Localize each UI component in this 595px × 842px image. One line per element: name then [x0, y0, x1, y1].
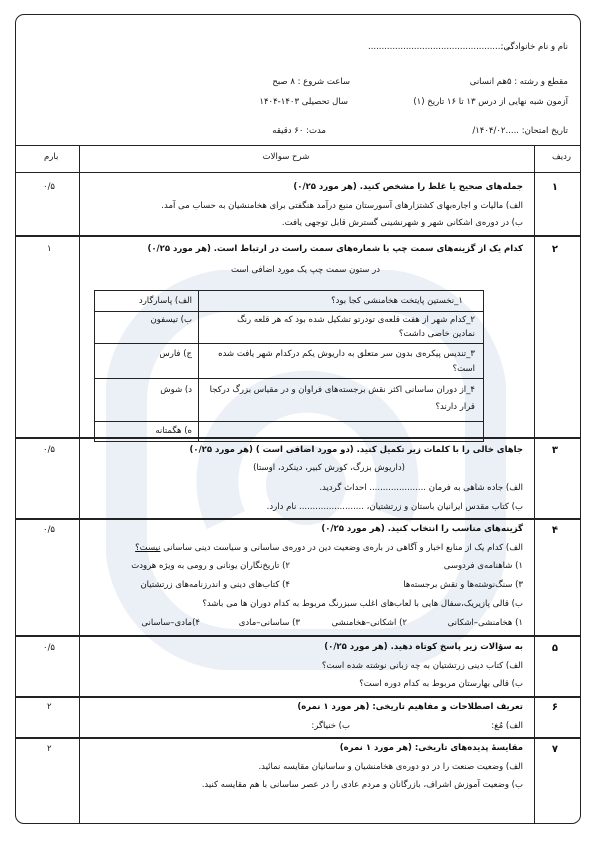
exam-date: تاریخ امتحان: .....۱۴۰۴/۰۲/	[472, 126, 568, 136]
q2-item-4-cont: قرار دارند؟	[435, 402, 475, 412]
q7-title: مقایسۀ پدیده‌های تاریخی: (هر مورد ۱ نمره)	[339, 743, 523, 753]
q1-score: ۰/۵	[43, 182, 55, 192]
q4-a-option-1[interactable]: ۱) شاهنامه‌ی فردوسی	[443, 561, 523, 571]
q7-line-b: ب) وضعیت آموزش اشراف، بازرگانان و مردم عادی را در عصر ساسانی با هم مقایسه کنید.	[201, 780, 523, 790]
q2-item-3: ۳_تندیس پیکره‌ی بدون سر متعلق به داریوش یکم درکدام شهر یافت شده	[218, 349, 475, 359]
grade-label: مقطع و رشته : ۵هم انسانی	[469, 77, 568, 87]
exam-sheet	[15, 14, 581, 824]
q1-number: ۱	[551, 182, 558, 193]
q2-number: ۲	[551, 244, 558, 255]
q2-subtitle: در ستون سمت چپ یک مورد اضافی است	[230, 265, 380, 275]
q5-line-a: الف) کتاب دینی زرتشتیان به چه زبانی نوشته شده است؟	[321, 661, 523, 671]
q6-term-b: ب) خنیاگر:	[311, 721, 350, 731]
q3-line-b: ب) کتاب مقدس ایرانیان باستان و زرتشتیان، ........................ نام دارد.	[266, 502, 523, 512]
q7-line-a: الف) وضعیت صنعت را در دو دوره‌ی هخامنشیان و ساسانیان مقایسه نمائید.	[258, 762, 523, 772]
q2-option-e: ه) هگمتانه	[155, 426, 192, 436]
q4-question-a-text: الف) کدام یک از منابع اخبار و آگاهی در باره‌ی وضعیت دین در دوره‌ی ساسانی و سیاست دینی ساسانی	[163, 543, 523, 553]
q1-line-b: ب) در دوره‌ی اشکانی شهر و شهرنشینی گسترش قابل توجهی یافت.	[281, 218, 523, 228]
q5-title: به سؤالات زیر پاسخ کوتاه دهید. (هر مورد ۰/۲۵)	[324, 642, 523, 652]
q4-question-a	[135, 543, 523, 553]
q1-line-a: الف) مالیات و اجاره‌بهای کشتزارهای آسورستان منبع درآمد هنگفتی برای هخامنشیان به حساب می آمد.	[161, 201, 523, 211]
q2-option-a: الف) پاسارگارد	[138, 296, 192, 306]
q4-a-option-3[interactable]: ۳) سنگ‌نوشته‌ها و نقش برجسته‌ها	[403, 580, 523, 590]
q2-title: کدام یک از گزینه‌های سمت چپ با شماره‌های سمت راست در ارتباط است. (هر مورد ۰/۲۵)	[147, 244, 523, 254]
q7-number: ۷	[551, 744, 558, 755]
q3-options: (داریوش بزرگ، کورش کبیر، دینکرد، اوستا)	[253, 463, 405, 473]
q2-item-2-cont: نمادین خاصی داشت؟	[398, 329, 475, 339]
name-fill-line[interactable]: ......................................................	[368, 42, 514, 52]
q4-a-option-2[interactable]: ۲) تاریخ‌نگاران یونانی و رومی به ویژه هرودت	[131, 561, 290, 571]
q6-term-a: الف) مُغ:	[491, 721, 523, 731]
q3-number: ۳	[551, 445, 558, 456]
q2-item-3-cont: است؟	[452, 364, 475, 374]
q4-title: گزینه‌های مناسب را انتخاب کنید. (هر مورد ۰/۲۵)	[321, 524, 523, 534]
q2-option-b: ب) تیسفون	[150, 315, 192, 325]
q4-b-option-3[interactable]: ۳) ساسانی–مادی	[238, 618, 300, 628]
q2-matching-table	[94, 290, 484, 442]
q3-line-a: الف) جاده شاهی به فرمان ..................... احداث گردید.	[319, 483, 523, 493]
duration: مدت: ۶۰ دقیقه	[272, 126, 326, 136]
q4-b-option-4[interactable]: ۴)مادی–ساسانی	[141, 618, 200, 628]
q6-title: تعریف اصطلاحات و مفاهیم تاریخی: (هر مورد ۱ نمره)	[297, 702, 523, 712]
q5-number: ۵	[551, 643, 558, 654]
q2-item-2: ۲_کدام شهر از هفت قلعه‌ی تودرتو تشکیل شده بود که هر قلعه رنگ	[237, 315, 475, 325]
q2-item-1: ۱_نخستین پایتخت هخامنشی کجا بود؟	[331, 296, 463, 306]
q7-score: ۲	[47, 744, 52, 754]
q3-title: جاهای خالی را با کلمات زیر تکمیل کنید. (دو مورد اضافی است ) (هر مورد ۰/۲۵)	[189, 445, 523, 455]
q4-question-b: ب) قالی پازیریک،سفال هایی با لعاب‌های اغلب سبزرنگ مربوط به کدام دوران ها می باشد؟	[202, 599, 523, 609]
q2-score: ۱	[47, 244, 52, 254]
q4-b-option-2[interactable]: ۲) اشکانی–هخامنشی	[331, 618, 407, 628]
q5-line-b: ب) قالی بهارستان مربوط به کدام دوره است؟	[359, 679, 523, 689]
col-row-header: ردیف	[551, 152, 571, 162]
col-score-header: بارم	[44, 152, 59, 162]
q6-score: ۲	[47, 702, 52, 712]
q4-b-option-1[interactable]: ۱) هخامنشی–اشکانی	[447, 618, 523, 628]
q6-number: ۶	[551, 702, 558, 713]
q5-score: ۰/۵	[43, 643, 55, 653]
exam-title: آزمون شبه نهایی از درس ۱۳ تا ۱۶ تاریخ (۱)	[413, 97, 568, 107]
col-questions-header: شرح سوالات	[262, 152, 310, 162]
q4-number: ۴	[551, 525, 558, 536]
start-time: ساعت شروع : ۸ صبح	[272, 77, 350, 87]
q4-question-a-negation: نیست؟	[135, 543, 161, 553]
q2-item-4: ۴_از دوران ساسانی اکثر نقش برجسته‌های فراوان و در مقیاس بزرگ درکجا	[209, 385, 475, 395]
q2-option-c: ج) فارس	[159, 349, 192, 359]
q3-score: ۰/۵	[43, 445, 55, 455]
name-label: نام و نام خانوادگی:	[500, 42, 568, 52]
q4-a-option-4[interactable]: ۴) کتاب‌های دینی و اندرزنامه‌های زرتشتیان	[140, 580, 290, 590]
q2-option-d: د) شوش	[160, 385, 192, 395]
school-year: سال تحصیلی ۱۴۰۳-۱۴۰۴	[259, 97, 348, 107]
q4-score: ۰/۵	[43, 525, 55, 535]
q1-title: جمله‌های صحیح یا غلط را مشخص کنید. (هر مورد ۰/۲۵)	[293, 182, 523, 192]
